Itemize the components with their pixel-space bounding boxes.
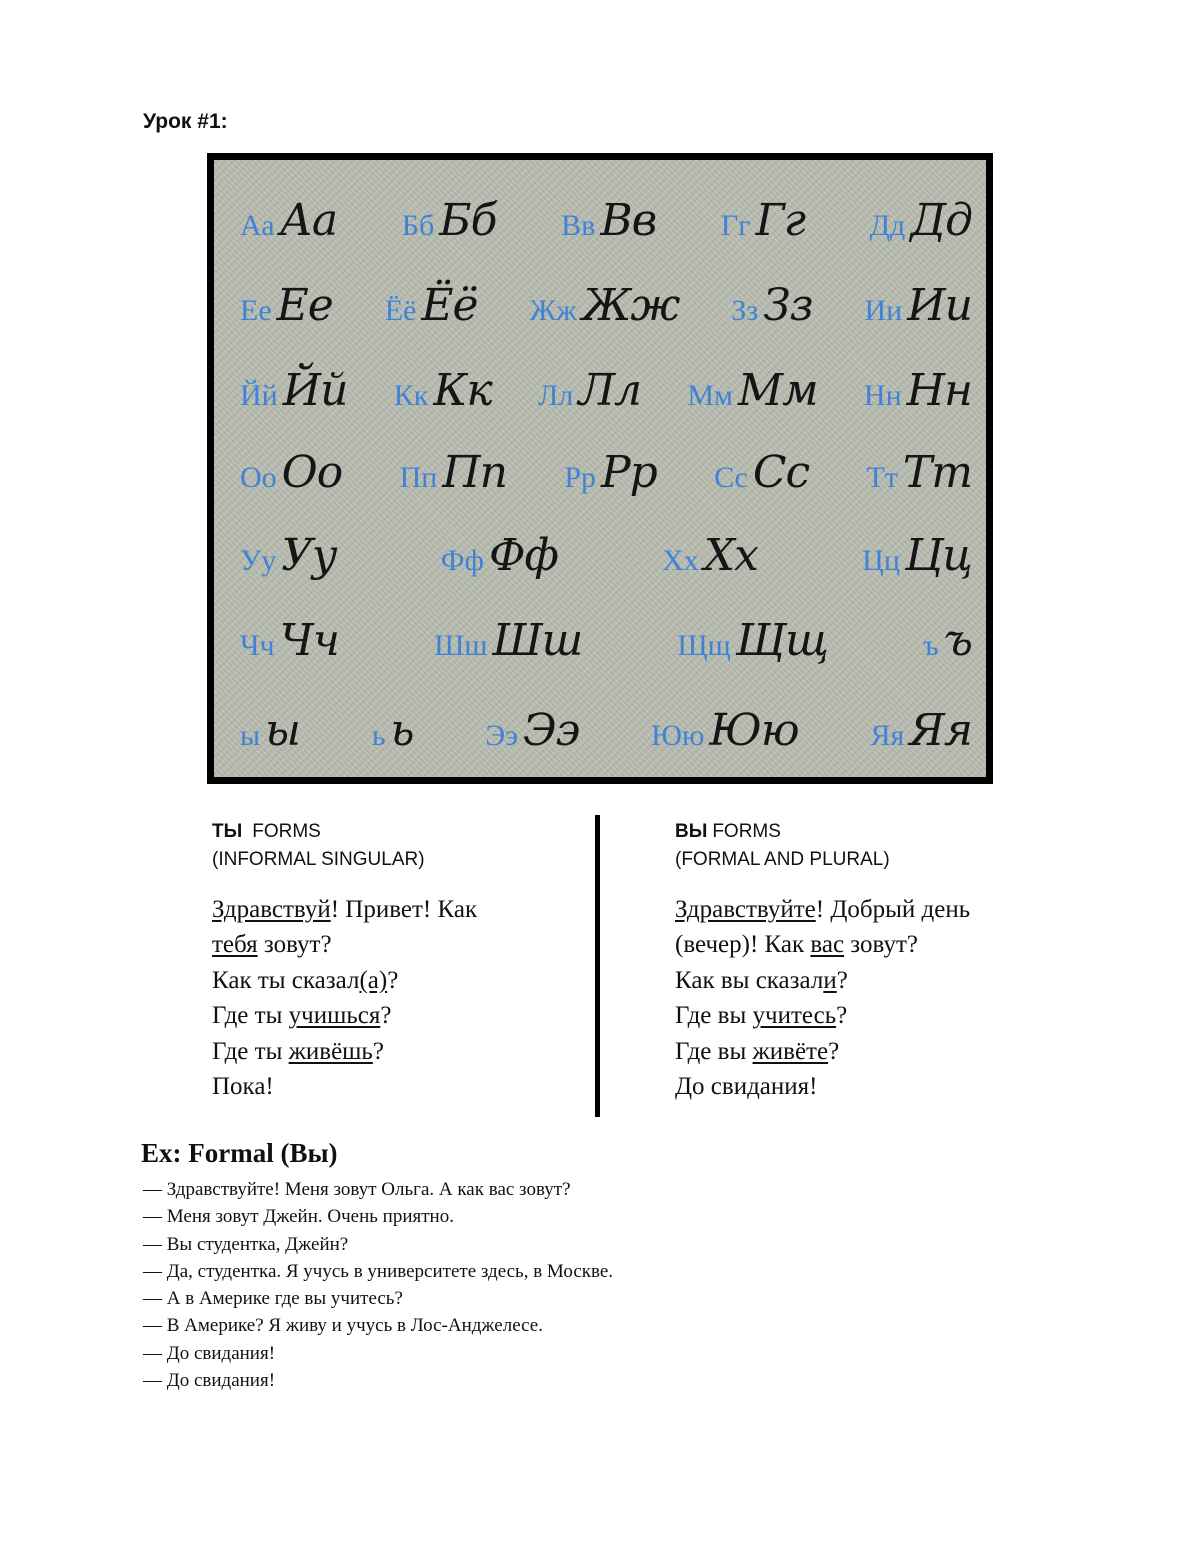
letter-pair	[394, 365, 492, 416]
printed-letter: Нн	[863, 378, 902, 412]
letter-pair	[564, 447, 656, 498]
cursive-letter: Рр	[601, 446, 657, 498]
printed-letter: ь	[371, 718, 386, 752]
letter-pair	[862, 530, 972, 581]
phrase-text: (вечер)! Как	[675, 931, 811, 959]
letter-pair	[870, 195, 972, 246]
cursive-letter: Оо	[281, 446, 343, 498]
cursive-letter: ъ	[943, 614, 972, 666]
cursive-letter: Яя	[909, 704, 972, 756]
formal-phrase	[675, 963, 970, 998]
cursive-letter: Гг	[755, 194, 805, 246]
cursive-letter: Ии	[907, 279, 972, 331]
printed-letter: Жж	[529, 293, 577, 327]
cursive-letter: Аа	[279, 194, 338, 246]
letter-pair	[402, 195, 497, 246]
cursive-letter: Вв	[600, 194, 657, 246]
phrase-text: ?	[387, 966, 399, 994]
cursive-letter: Чч	[279, 614, 339, 666]
letter-pair	[385, 280, 478, 331]
printed-letter: Ее	[240, 293, 272, 327]
formal-heading	[675, 817, 970, 846]
cursive-letter: Фф	[488, 529, 558, 581]
printed-letter: Кк	[393, 378, 429, 412]
cursive-letter: Мм	[738, 364, 818, 416]
letter-pair	[687, 365, 817, 416]
phrase-text: ?	[380, 1002, 392, 1030]
underlined-ending: Здравствуй	[212, 896, 331, 923]
formal-phrase	[675, 927, 970, 962]
cursive-letter: Пп	[442, 446, 508, 498]
dialog-line: — Вы студентка, Джейн?	[143, 1233, 349, 1255]
letter-pair	[240, 280, 333, 331]
printed-letter: Ёё	[384, 293, 417, 327]
informal-phrase	[212, 963, 477, 998]
letter-pair	[677, 615, 828, 666]
phrase-text: ?	[828, 1037, 840, 1065]
letter-pair	[561, 195, 656, 246]
printed-letter: Ии	[864, 293, 903, 327]
informal-column	[212, 817, 477, 1104]
alphabet-row	[214, 350, 986, 430]
informal-phrase	[212, 1034, 477, 1069]
cursive-letter: Цц	[904, 529, 972, 581]
letter-pair	[721, 195, 805, 246]
cursive-letter: Сс	[752, 446, 810, 498]
letter-pair	[923, 615, 972, 666]
column-divider	[595, 815, 600, 1117]
formal-phrase	[675, 892, 970, 927]
phrase-text: Где ты	[212, 1002, 289, 1030]
cursive-letter: Дд	[910, 194, 972, 246]
letter-pair	[865, 280, 972, 331]
printed-letter: Уу	[240, 543, 277, 577]
cursive-letter: Уу	[281, 529, 337, 581]
alphabet-row	[214, 600, 986, 680]
formal-pronoun: ВЫ	[675, 821, 708, 842]
letter-pair	[240, 365, 347, 416]
printed-letter: Юю	[651, 718, 705, 752]
printed-letter: Фф	[440, 543, 484, 577]
phrase-text: Где вы	[675, 1002, 753, 1030]
printed-letter: Мм	[687, 378, 734, 412]
formal-subtitle: (FORMAL AND PLURAL)	[675, 849, 890, 870]
printed-letter: Йй	[240, 378, 278, 412]
printed-letter: Дд	[869, 208, 906, 242]
printed-letter: Гг	[720, 208, 751, 242]
phrase-text: Где вы	[675, 1037, 753, 1065]
informal-phrase	[212, 1069, 477, 1104]
letter-pair	[529, 280, 679, 331]
printed-letter: Шш	[434, 628, 488, 662]
cursive-letter: Шш	[492, 614, 583, 666]
letter-pair	[372, 705, 414, 756]
underlined-ending: учитесь	[752, 1002, 837, 1030]
printed-letter: Зз	[731, 293, 759, 327]
informal-phrase	[212, 927, 477, 962]
printed-letter: Вв	[561, 208, 596, 242]
alphabet-row	[214, 180, 986, 260]
printed-letter: ъ	[923, 628, 939, 662]
underlined-ending: живёте	[752, 1037, 829, 1065]
phrase-text: ! Добрый день	[815, 896, 971, 923]
phrase-text: ?	[836, 1002, 848, 1030]
letter-pair	[651, 705, 799, 756]
letter-pair	[731, 280, 812, 331]
printed-letter: Бб	[401, 208, 435, 242]
underlined-ending: вас	[810, 931, 845, 959]
printed-letter: Аа	[240, 208, 275, 242]
printed-letter: Лл	[538, 378, 574, 412]
informal-forms-label: FORMS	[252, 821, 321, 842]
cursive-letter: ь	[390, 704, 414, 756]
printed-letter: Ээ	[485, 718, 518, 752]
cursive-letter: Хх	[703, 529, 758, 581]
printed-letter: Щщ	[677, 628, 731, 662]
cursive-letter: Юю	[709, 704, 799, 756]
dialog-line: — Меня зовут Джейн. Очень приятно.	[143, 1206, 454, 1228]
example-title: Ex: Formal (Вы)	[141, 1138, 338, 1168]
lesson-title: Урок #1:	[143, 110, 228, 133]
alphabet-row	[214, 515, 986, 595]
phrase-text: Где ты	[212, 1037, 289, 1065]
formal-column	[675, 817, 970, 1104]
letter-pair	[240, 195, 337, 246]
letter-pair	[240, 530, 337, 581]
formal-forms-label: FORMS	[712, 821, 781, 842]
underlined-ending: живёшь	[288, 1037, 373, 1065]
dialog-line: — До свидания!	[143, 1370, 276, 1392]
cursive-letter: Зз	[763, 279, 813, 331]
dialog-line: — В Америке? Я живу и учусь в Лос-Анджелесе.	[143, 1315, 543, 1337]
letter-pair	[714, 447, 809, 498]
printed-letter: Тт	[866, 460, 898, 494]
letter-pair	[240, 447, 342, 498]
printed-letter: Хх	[662, 543, 699, 577]
cursive-letter: Ёё	[421, 279, 478, 331]
printed-letter: Чч	[240, 628, 275, 662]
dialog-line: — Да, студентка. Я учусь в университете здесь, в Москве.	[143, 1260, 614, 1282]
cursive-letter: Щщ	[735, 614, 829, 666]
informal-subtitle: (INFORMAL SINGULAR)	[212, 849, 425, 870]
example-dialog	[143, 1176, 613, 1394]
letter-pair	[434, 615, 582, 666]
printed-letter: ы	[240, 718, 261, 752]
cursive-letter: Тт	[902, 446, 972, 498]
dialog-line: — До свидания!	[143, 1342, 276, 1364]
phrase-text: Как вы сказал	[675, 966, 824, 994]
letter-pair	[864, 365, 972, 416]
formal-phrase	[675, 1034, 970, 1069]
underlined-ending: (а)	[359, 966, 388, 994]
informal-phrase	[212, 892, 477, 927]
printed-letter: Сс	[714, 460, 748, 494]
phrase-text: ?	[372, 1037, 384, 1065]
letter-pair	[485, 705, 579, 756]
letter-pair	[662, 530, 758, 581]
letter-pair	[400, 447, 507, 498]
alphabet-chart	[207, 153, 993, 784]
cursive-letter: Кк	[433, 364, 492, 416]
underlined-ending: Здравствуйте	[675, 896, 816, 923]
cursive-letter: Нн	[906, 364, 972, 416]
letter-pair	[240, 705, 300, 756]
phrase-text: зовут?	[257, 931, 332, 959]
informal-heading	[212, 817, 477, 846]
underlined-ending: и	[823, 966, 837, 994]
underlined-ending: учишься	[288, 1002, 381, 1030]
printed-letter: Рр	[564, 460, 597, 494]
letter-pair	[240, 615, 339, 666]
letter-pair	[441, 530, 558, 581]
letter-pair	[870, 705, 971, 756]
formal-phrase	[675, 1069, 970, 1104]
phrase-text: зовут?	[844, 931, 918, 959]
phrase-text: Пока!	[212, 1073, 274, 1101]
cursive-letter: ы	[265, 704, 300, 756]
dialog-line: — Здравствуйте! Меня зовут Ольга. А как вас зовут?	[143, 1179, 571, 1200]
cursive-letter: Ээ	[523, 704, 580, 756]
alphabet-row	[214, 432, 986, 512]
cursive-letter: Ее	[276, 279, 333, 331]
printed-letter: Пп	[399, 460, 438, 494]
printed-letter: Цц	[862, 543, 900, 577]
phrase-text: ?	[836, 966, 848, 994]
underlined-ending: тебя	[212, 931, 258, 959]
formal-phrases	[675, 892, 970, 1104]
informal-pronoun: ТЫ	[212, 821, 243, 842]
cursive-letter: Йй	[282, 364, 348, 416]
printed-letter: Яя	[870, 718, 905, 752]
dialog-line: — А в Америке где вы учитесь?	[143, 1288, 403, 1310]
alphabet-row	[214, 690, 986, 770]
cursive-letter: Лл	[578, 364, 642, 416]
cursive-letter: Бб	[439, 194, 497, 246]
alphabet-row	[214, 265, 986, 345]
phrase-text: До свидания!	[675, 1073, 818, 1101]
phrase-text: Как ты сказал	[212, 966, 360, 994]
letter-pair	[866, 447, 972, 498]
formal-phrase	[675, 998, 970, 1033]
informal-phrases	[212, 892, 477, 1104]
informal-phrase	[212, 998, 477, 1033]
letter-pair	[538, 365, 641, 416]
printed-letter: Оо	[240, 460, 277, 494]
phrase-text: ! Привет! Как	[330, 896, 478, 923]
cursive-letter: Жж	[581, 279, 680, 331]
